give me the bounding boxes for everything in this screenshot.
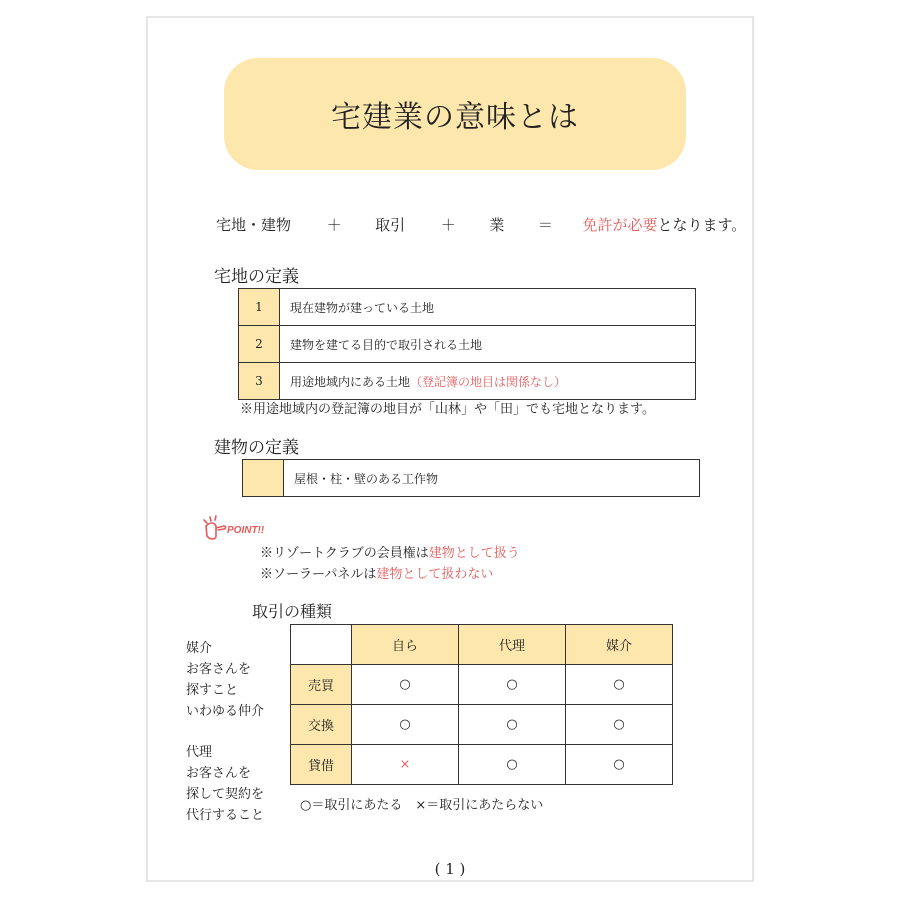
row-text: 建物を建てる目的で取引される土地 xyxy=(280,326,696,363)
table-cell: ○ xyxy=(566,665,673,705)
takuchi-footnote: ※用途地域内の登記簿の地目が「山林」や「田」でも宅地となります。 xyxy=(240,402,655,417)
table-header-row xyxy=(291,625,673,665)
formula-line xyxy=(216,214,747,235)
table-row xyxy=(239,326,696,363)
row-text: 用途地域内にある土地 xyxy=(290,374,411,389)
point-line-prefix: ※ソーラーパネルは xyxy=(260,567,377,582)
row-header: 交換 xyxy=(291,705,352,745)
formula-term-takuchi-tatemono: 宅地・建物 xyxy=(216,216,292,234)
tatemono-heading: 建物の定義 xyxy=(214,438,299,458)
table-cell: ○ xyxy=(352,665,459,705)
row-text-with-note xyxy=(280,363,696,400)
formula-plus: ＋ xyxy=(440,216,456,234)
table-row xyxy=(291,745,673,785)
takuchi-heading: 宅地の定義 xyxy=(214,267,299,287)
page-number: ( 1 ) xyxy=(434,860,466,878)
row-number-blank xyxy=(243,460,284,497)
torihiki-heading: 取引の種類 xyxy=(252,602,333,621)
table-cell: ○ xyxy=(566,705,673,745)
page-title: 宅建業の意味とは xyxy=(331,100,579,135)
formula-result-red: 免許が必要 xyxy=(582,216,658,234)
column-header: 媒介 xyxy=(566,625,673,665)
tatemono-table xyxy=(242,459,700,497)
row-number: 2 xyxy=(239,326,280,363)
column-header: 自ら xyxy=(352,625,459,665)
table-row xyxy=(291,705,673,745)
table-row xyxy=(291,665,673,705)
table-cell: × xyxy=(352,745,459,785)
table-cell: ○ xyxy=(352,705,459,745)
table-cell: ○ xyxy=(459,745,566,785)
point-line-2 xyxy=(260,563,493,582)
point-line-1 xyxy=(260,542,520,561)
point-line-red: 建物として扱う xyxy=(428,546,520,561)
document-page xyxy=(146,16,754,882)
side-note-baikai: 媒介 お客さんを 探すこと いわゆる仲介 xyxy=(186,641,265,719)
table-cell: ○ xyxy=(459,705,566,745)
row-text: 現在建物が建っている土地 xyxy=(280,289,696,326)
title-banner xyxy=(224,58,686,170)
table-cell: ○ xyxy=(459,665,566,705)
side-note-dairi: 代理 お客さんを 探して契約を 代行すること xyxy=(186,745,265,823)
row-header: 売買 xyxy=(291,665,352,705)
table-legend: ○＝取引にあたる ×＝取引にあたらない xyxy=(300,798,544,813)
torihiki-table xyxy=(290,624,673,785)
row-red-note: （登記簿の地目は関係なし） xyxy=(410,374,567,389)
table-row xyxy=(239,363,696,400)
row-text: 屋根・柱・壁のある工作物 xyxy=(284,460,700,497)
formula-term-gyo: 業 xyxy=(489,216,505,234)
header-blank-cell xyxy=(291,625,352,665)
row-header: 貸借 xyxy=(291,745,352,785)
row-number: 1 xyxy=(239,289,280,326)
column-header: 代理 xyxy=(459,625,566,665)
table-row xyxy=(239,289,696,326)
point-line-red: 建物として扱わない xyxy=(376,567,494,582)
formula-result-rest: となります。 xyxy=(657,216,747,234)
point-line-prefix: ※リゾートクラブの会員権は xyxy=(260,546,429,561)
table-cell: ○ xyxy=(566,745,673,785)
table-row xyxy=(243,460,700,497)
point-label: POINT!! xyxy=(227,525,265,536)
formula-equals: ＝ xyxy=(537,216,553,234)
takuchi-table xyxy=(238,288,696,400)
formula-plus: ＋ xyxy=(326,216,342,234)
row-number: 3 xyxy=(239,363,280,400)
formula-term-torihiki: 取引 xyxy=(375,216,406,234)
